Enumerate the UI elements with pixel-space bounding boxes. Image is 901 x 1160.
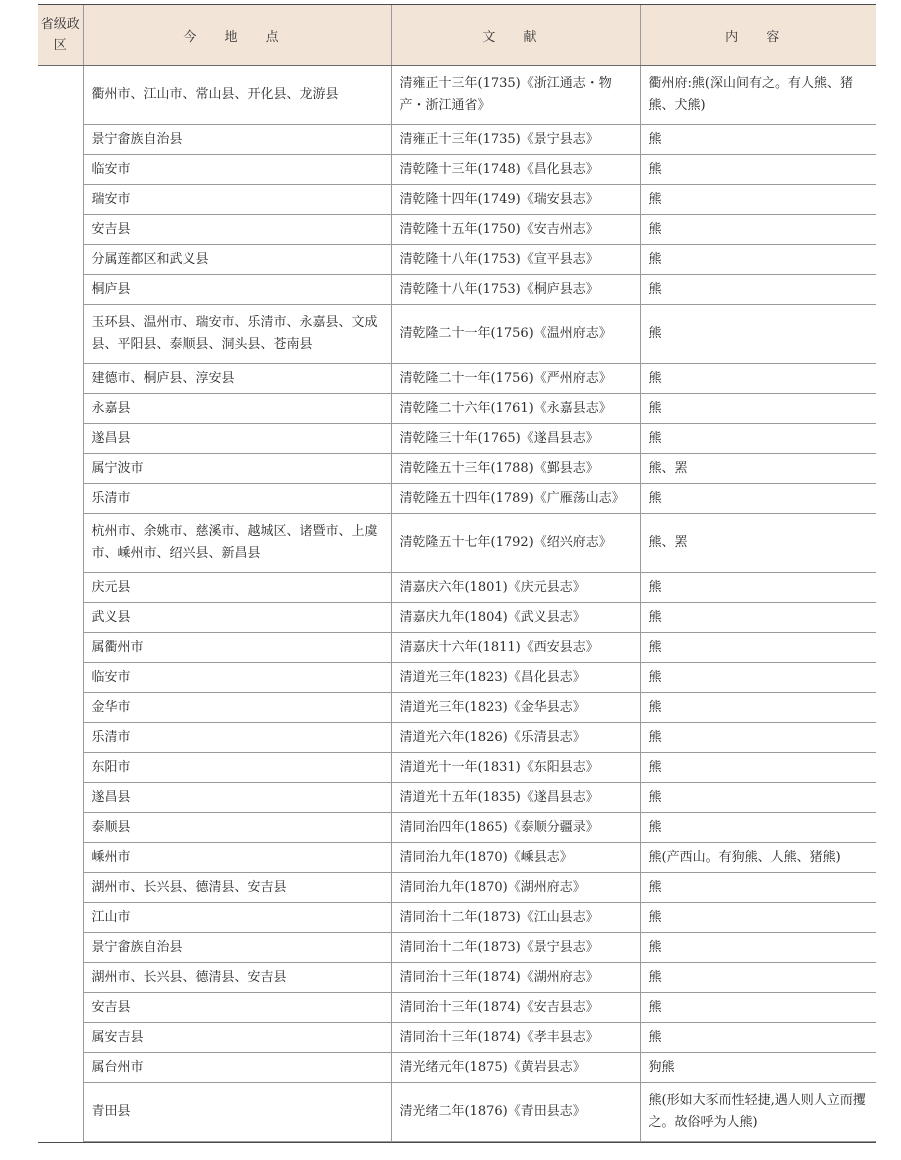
table-row [38, 573, 876, 603]
table-row [38, 1083, 876, 1142]
place-cell: 临安市 [83, 663, 391, 693]
source-cell: 清嘉庆九年(1804)《武义县志》 [391, 603, 640, 633]
content-cell: 熊 [640, 215, 876, 245]
place-cell: 瑞安市 [83, 185, 391, 215]
content-cell: 熊 [640, 603, 876, 633]
content-cell: 狗熊 [640, 1053, 876, 1083]
place-cell: 遂昌县 [83, 424, 391, 454]
content-cell: 熊、罴 [640, 454, 876, 484]
source-cell: 清嘉庆十六年(1811)《西安县志》 [391, 633, 640, 663]
source-cell: 清雍正十三年(1735)《浙江通志・物产・浙江通省》 [391, 66, 640, 125]
bottom-rule [38, 1142, 876, 1143]
content-cell: 熊 [640, 663, 876, 693]
content-cell: 熊 [640, 245, 876, 275]
source-cell: 清光绪二年(1876)《青田县志》 [391, 1083, 640, 1142]
place-cell: 乐清市 [83, 723, 391, 753]
source-cell: 清乾隆二十一年(1756)《温州府志》 [391, 305, 640, 364]
source-cell: 清乾隆五十七年(1792)《绍兴府志》 [391, 514, 640, 573]
table-header-row [38, 5, 876, 66]
place-cell: 临安市 [83, 155, 391, 185]
table-row [38, 394, 876, 424]
content-cell: 熊 [640, 813, 876, 843]
content-cell: 熊 [640, 394, 876, 424]
place-cell: 分属莲都区和武义县 [83, 245, 391, 275]
content-cell: 熊 [640, 693, 876, 723]
table-row [38, 903, 876, 933]
table-row [38, 245, 876, 275]
table-row [38, 275, 876, 305]
table-row [38, 783, 876, 813]
table-row [38, 993, 876, 1023]
place-cell: 桐庐县 [83, 275, 391, 305]
place-cell: 青田县 [83, 1083, 391, 1142]
place-cell: 金华市 [83, 693, 391, 723]
place-cell: 永嘉县 [83, 394, 391, 424]
content-cell: 熊 [640, 305, 876, 364]
place-cell: 杭州市、余姚市、慈溪市、越城区、诸暨市、上虞市、嵊州市、绍兴县、新昌县 [83, 514, 391, 573]
place-cell: 属安吉县 [83, 1023, 391, 1053]
place-cell: 景宁畲族自治县 [83, 125, 391, 155]
source-cell: 清乾隆十四年(1749)《瑞安县志》 [391, 185, 640, 215]
source-cell: 清道光三年(1823)《金华县志》 [391, 693, 640, 723]
table-row [38, 424, 876, 454]
source-cell: 清道光六年(1826)《乐清县志》 [391, 723, 640, 753]
place-cell: 衢州市、江山市、常山县、开化县、龙游县 [83, 66, 391, 125]
table-row [38, 215, 876, 245]
content-cell: 熊 [640, 993, 876, 1023]
source-cell: 清乾隆三十年(1765)《遂昌县志》 [391, 424, 640, 454]
source-cell: 清乾隆五十四年(1789)《广雁荡山志》 [391, 484, 640, 514]
header-source: 文 献 [391, 5, 640, 66]
place-cell: 湖州市、长兴县、德清县、安吉县 [83, 873, 391, 903]
place-cell: 泰顺县 [83, 813, 391, 843]
table-row [38, 663, 876, 693]
table-row [38, 514, 876, 573]
source-cell: 清光绪元年(1875)《黄岩县志》 [391, 1053, 640, 1083]
place-cell: 安吉县 [83, 993, 391, 1023]
place-cell: 庆元县 [83, 573, 391, 603]
source-cell: 清乾隆十三年(1748)《昌化县志》 [391, 155, 640, 185]
place-cell: 乐清市 [83, 484, 391, 514]
content-cell: 熊(产西山。有狗熊、人熊、猪熊) [640, 843, 876, 873]
records-table [38, 5, 876, 1142]
header-province: 省级政区 [38, 5, 83, 66]
place-cell: 江山市 [83, 903, 391, 933]
content-cell: 熊 [640, 723, 876, 753]
content-cell: 熊 [640, 783, 876, 813]
source-cell: 清乾隆十五年(1750)《安吉州志》 [391, 215, 640, 245]
content-cell: 熊 [640, 364, 876, 394]
table-row [38, 66, 876, 125]
content-cell: 衢州府:熊(深山间有之。有人熊、猪熊、犬熊) [640, 66, 876, 125]
source-cell: 清乾隆十八年(1753)《宣平县志》 [391, 245, 640, 275]
table-row [38, 125, 876, 155]
content-cell: 熊 [640, 185, 876, 215]
table-row [38, 1023, 876, 1053]
content-cell: 熊 [640, 963, 876, 993]
source-cell: 清乾隆二十六年(1761)《永嘉县志》 [391, 394, 640, 424]
table-row [38, 1053, 876, 1083]
table-row [38, 603, 876, 633]
table-row [38, 484, 876, 514]
place-cell: 武义县 [83, 603, 391, 633]
table-row [38, 454, 876, 484]
source-cell: 清乾隆十八年(1753)《桐庐县志》 [391, 275, 640, 305]
content-cell: 熊 [640, 903, 876, 933]
source-cell: 清同治十二年(1873)《江山县志》 [391, 903, 640, 933]
source-cell: 清同治十三年(1874)《孝丰县志》 [391, 1023, 640, 1053]
header-place: 今 地 点 [83, 5, 391, 66]
table-row [38, 364, 876, 394]
source-cell: 清同治四年(1865)《泰顺分疆录》 [391, 813, 640, 843]
header-content: 内 容 [640, 5, 876, 66]
source-cell: 清道光十一年(1831)《东阳县志》 [391, 753, 640, 783]
content-cell: 熊 [640, 275, 876, 305]
place-cell: 属台州市 [83, 1053, 391, 1083]
content-cell: 熊 [640, 873, 876, 903]
content-cell: 熊 [640, 633, 876, 663]
place-cell: 安吉县 [83, 215, 391, 245]
source-cell: 清道光三年(1823)《昌化县志》 [391, 663, 640, 693]
place-cell: 嵊州市 [83, 843, 391, 873]
province-cell [38, 66, 83, 1142]
table-row [38, 753, 876, 783]
place-cell: 景宁畲族自治县 [83, 933, 391, 963]
source-cell: 清道光十五年(1835)《遂昌县志》 [391, 783, 640, 813]
place-cell: 湖州市、长兴县、德清县、安吉县 [83, 963, 391, 993]
table-row [38, 873, 876, 903]
place-cell: 属衢州市 [83, 633, 391, 663]
source-cell: 清同治九年(1870)《嵊县志》 [391, 843, 640, 873]
table-row [38, 155, 876, 185]
table-row [38, 185, 876, 215]
content-cell: 熊 [640, 573, 876, 603]
content-cell: 熊 [640, 933, 876, 963]
content-cell: 熊 [640, 484, 876, 514]
place-cell: 东阳市 [83, 753, 391, 783]
content-cell: 熊 [640, 753, 876, 783]
place-cell: 属宁波市 [83, 454, 391, 484]
table-row [38, 963, 876, 993]
source-cell: 清同治九年(1870)《湖州府志》 [391, 873, 640, 903]
table-row [38, 305, 876, 364]
place-cell: 遂昌县 [83, 783, 391, 813]
table-body [38, 66, 876, 1142]
table-row [38, 693, 876, 723]
content-cell: 熊 [640, 125, 876, 155]
source-cell: 清同治十三年(1874)《安吉县志》 [391, 993, 640, 1023]
source-cell: 清乾隆五十三年(1788)《鄞县志》 [391, 454, 640, 484]
table-row [38, 813, 876, 843]
page [38, 4, 876, 1143]
table-row [38, 843, 876, 873]
content-cell: 熊 [640, 155, 876, 185]
source-cell: 清乾隆二十一年(1756)《严州府志》 [391, 364, 640, 394]
content-cell: 熊 [640, 1023, 876, 1053]
content-cell: 熊 [640, 424, 876, 454]
table-row [38, 633, 876, 663]
source-cell: 清同治十三年(1874)《湖州府志》 [391, 963, 640, 993]
place-cell: 建德市、桐庐县、淳安县 [83, 364, 391, 394]
table-row [38, 723, 876, 753]
source-cell: 清雍正十三年(1735)《景宁县志》 [391, 125, 640, 155]
source-cell: 清同治十二年(1873)《景宁县志》 [391, 933, 640, 963]
content-cell: 熊(形如大豕而性轻捷,遇人则人立而攫之。故俗呼为人熊) [640, 1083, 876, 1142]
place-cell: 玉环县、温州市、瑞安市、乐清市、永嘉县、文成县、平阳县、泰顺县、洞头县、苍南县 [83, 305, 391, 364]
content-cell: 熊、罴 [640, 514, 876, 573]
table-row [38, 933, 876, 963]
source-cell: 清嘉庆六年(1801)《庆元县志》 [391, 573, 640, 603]
